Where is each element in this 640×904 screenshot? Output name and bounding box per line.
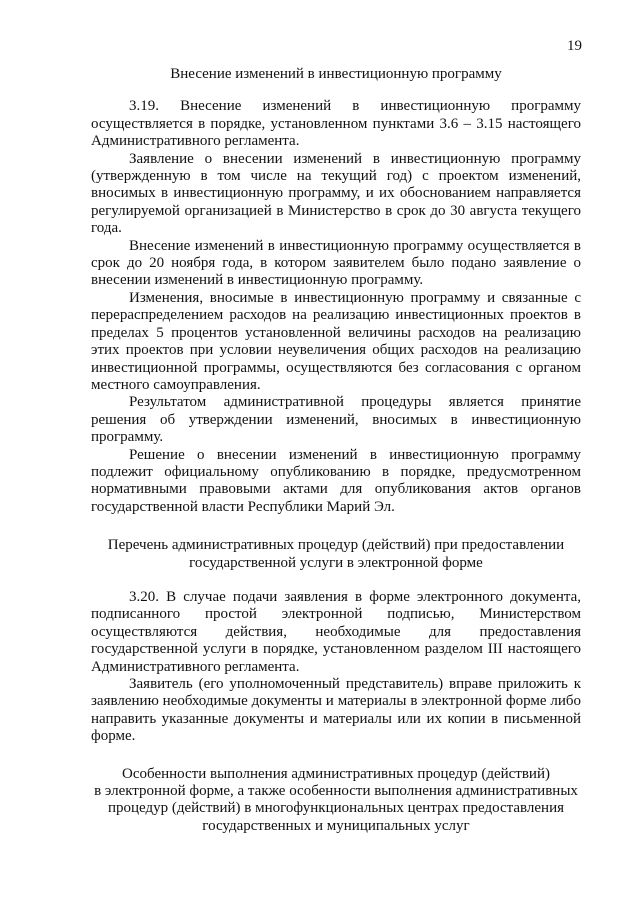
paragraph-result: Результатом административной процедуры является принятие решения об утверждении изменений, вносимых в инвестиционную программу. bbox=[91, 394, 581, 446]
document-body bbox=[91, 66, 581, 835]
section-heading-mfc-features bbox=[91, 766, 581, 836]
page-number: 19 bbox=[567, 38, 582, 54]
paragraph-3-19: 3.19. Внесение изменений в инвестиционную программу осуществляется в порядке, установленном пунктами 3.6 – 3.15 настоящего Административного регламента. bbox=[91, 98, 581, 150]
paragraph-3-20: 3.20. В случае подачи заявления в форме электронного документа, подписанного простой электронной подписью, Министерством осуществляются действия, необходимые для предоставления государственной услуги в порядке, установленном разделом III настоящего Административного регламента. bbox=[91, 588, 581, 675]
section-heading-investment-changes bbox=[91, 66, 581, 83]
paragraph-application: Заявление о внесении изменений в инвестиционную программу (утвержденную в том числе на текущий год) с проектом изменений, вносимых в инвестиционную программу, и их обоснованием направляется регулируемой организацией в Министерство в срок до 30 августа текущего года. bbox=[91, 150, 581, 237]
paragraph-redistribution: Изменения, вносимые в инвестиционную программу и связанные с перераспределением расходов на реализацию инвестиционных проектов в пределах 5 процентов установленной величины расходов на реализацию этих проектов при условии неувеличения общих расходов на реализацию инвестиционной программы, осуществляются без согласования с органом местного самоуправления. bbox=[91, 289, 581, 393]
heading-line: Особенности выполнения административных процедур (действий) bbox=[122, 765, 550, 782]
paragraph-deadline: Внесение изменений в инвестиционную программу осуществляется в срок до 20 ноября года, в котором заявителем было подано заявление о внесении изменений в инвестиционную программу. bbox=[91, 237, 581, 289]
paragraph-publication: Решение о внесении изменений в инвестиционную программу подлежит официальному опубликованию в порядке, предусмотренном нормативными правовыми актами для опубликования актов органов государственной власти Республики Марий Эл. bbox=[91, 446, 581, 515]
heading-line: государственных и муниципальных услуг bbox=[202, 817, 470, 834]
heading-line: в электронной форме, а также особенности выполнения административных bbox=[94, 783, 578, 800]
section-heading-electronic-procedures bbox=[91, 537, 581, 572]
heading-line: Внесение изменений в инвестиционную программу bbox=[170, 66, 502, 82]
heading-line: процедур (действий) в многофункциональных центрах предоставления bbox=[107, 800, 565, 817]
heading-line: Перечень административных процедур (действий) при предоставлении bbox=[107, 537, 565, 554]
paragraph-applicant-attachments: Заявитель (его уполномоченный представитель) вправе приложить к заявлению необходимые документы и материалы в электронной форме либо направить указанные документы и материалы или их копии в письменной форме. bbox=[91, 676, 581, 745]
heading-line: государственной услуги в электронной форме bbox=[189, 554, 483, 571]
